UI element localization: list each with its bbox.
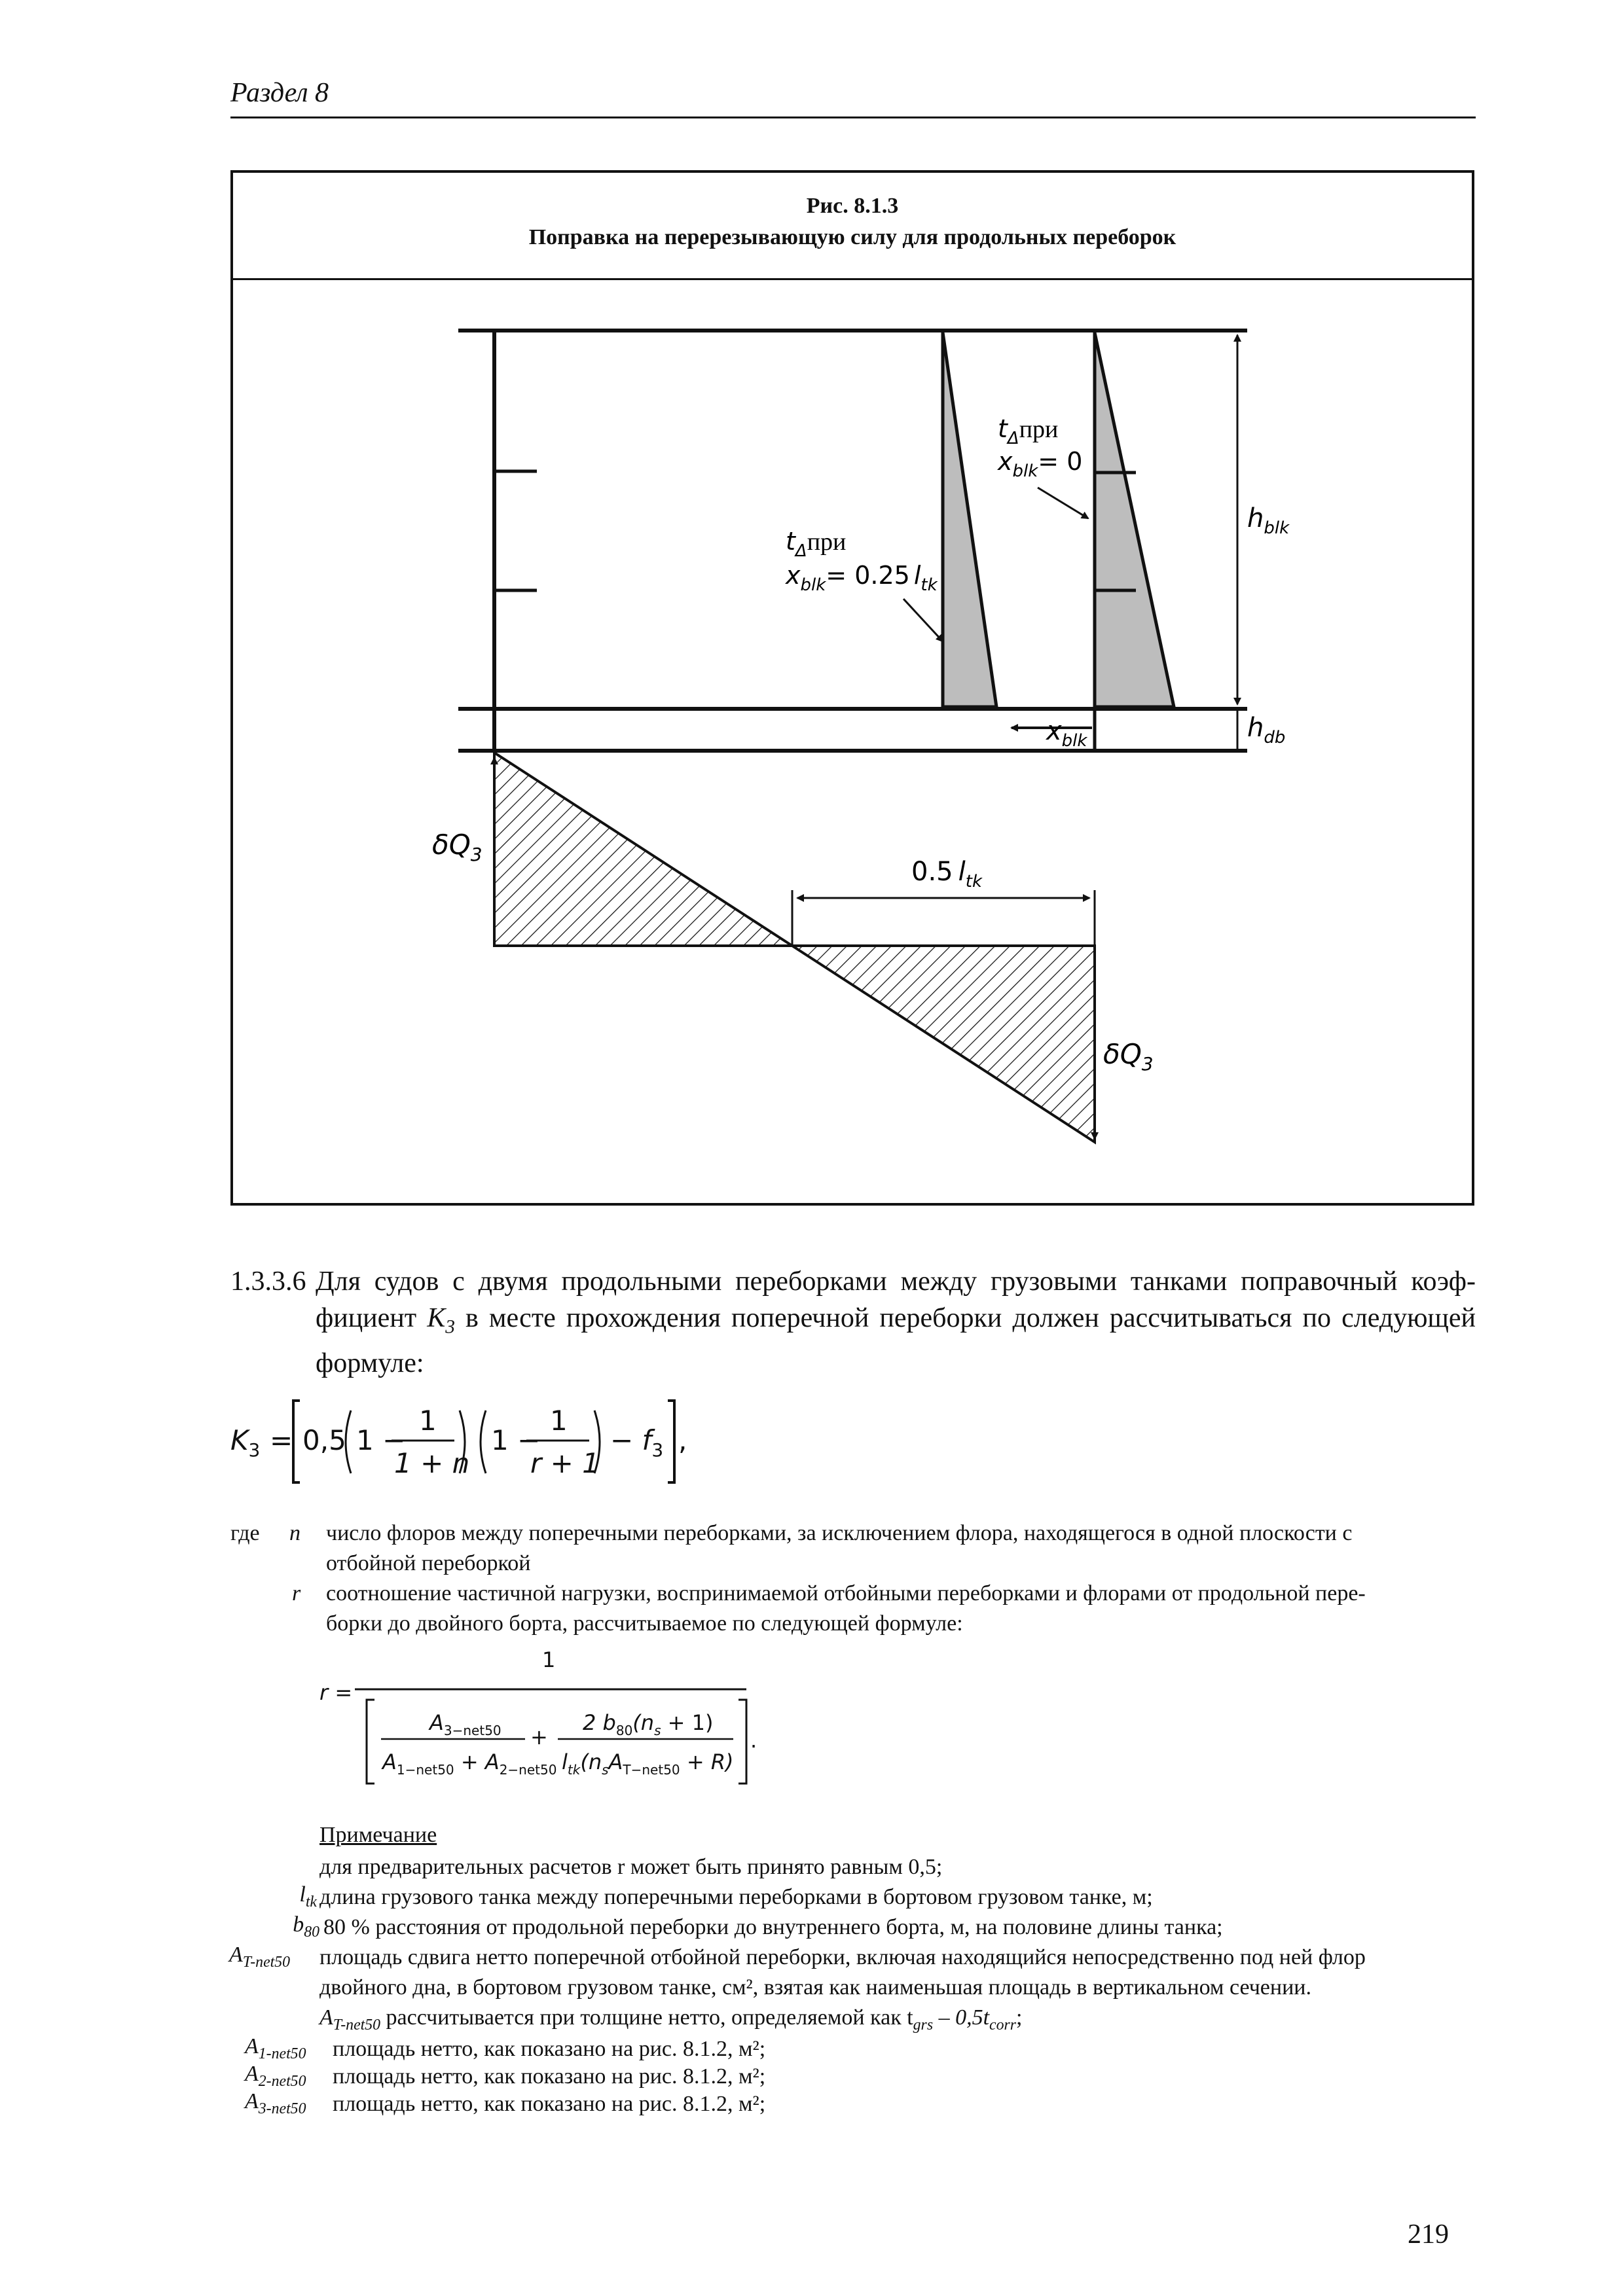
r-definition: соотношение частичной нагрузки, воспринимаемой отбойными переборками и флорами от продольной пере- (326, 1581, 1366, 1605)
svg-text:2 b80(ns + 1): 2 $b_{80}(n_s + 1)$ (583, 1710, 714, 1738)
half-ltk-label: 0.5 (911, 857, 953, 887)
svg-text:1: 1 (419, 1405, 437, 1437)
svg-text:K3: $K_3$ (230, 1424, 261, 1461)
svg-text:r + 1: r + 1 (530, 1447, 600, 1479)
figure-title: Поправка на перерезывающую силу для продольных переборок (528, 225, 1176, 249)
svg-text:1 −: 1 − (356, 1424, 406, 1456)
svg-text:,: , (678, 1424, 687, 1456)
h-db-label: h (1247, 713, 1264, 743)
svg-text:0.5ltk: 0.5 $l_{tk}$ (911, 857, 983, 891)
svg-text:δQ3: $\delta Q_3$ (432, 829, 483, 865)
svg-text:1 + n: 1 + n (394, 1447, 470, 1479)
x-blk-label: x (786, 561, 801, 590)
a1-definition: площадь нетто, как показано на рис. 8.1.2, м²; (333, 2037, 766, 2061)
svg-text:ltk(nsAT−net50 + R): $l_{tk}(n_sA_{T-net50} + R)$ (562, 1749, 734, 1778)
note-line: для предварительных расчетов r может быть принято равным 0,5; (319, 1855, 943, 1879)
a2-symbol: $A_{2-net50}$ (245, 2062, 306, 2090)
ltk-symbol: $l_{tk}$ (299, 1882, 317, 1910)
svg-text:xblk: $x_{blk}$ (1046, 716, 1087, 751)
svg-text:1 −: 1 − (491, 1424, 541, 1456)
paragraph-number: 1.3.3.6 (230, 1266, 306, 1297)
svg-text:0,5: 0,5 (302, 1424, 346, 1456)
a2-definition: площадь нетто, как показано на рис. 8.1.2, м²; (333, 2064, 766, 2089)
svg-text:r =: r = (319, 1680, 353, 1705)
svg-text:hdb: $h_{db}$ (1247, 713, 1286, 747)
svg-text:tΔпри: $t_\Delta при$ (998, 414, 1059, 448)
n-definition-cont: отбойной переборкой (326, 1551, 531, 1575)
svg-text:− f3: − $f_3$ (610, 1424, 664, 1461)
section-title: Раздел 8 (230, 78, 329, 108)
formula-k3 (223, 1391, 759, 1496)
x-blk-label: x (998, 447, 1013, 476)
paragraph-line: фициент $K_3$ в месте прохождения поперечной переборки должен рассчитываться по следующей (316, 1303, 1476, 1338)
delta-q-label: δQ (432, 829, 471, 861)
n-definition: число флоров между поперечными переборками, за исключением флора, находящегося в одной плоскости с (326, 1521, 1353, 1545)
figure-number: Рис. 8.1.3 (806, 194, 899, 218)
svg-text:1: 1 (550, 1405, 568, 1437)
note-body (223, 1852, 1476, 2117)
paragraph-line: Для судов с двумя продольными переборками между грузовыми танками поправочный коэф- (316, 1266, 1476, 1297)
svg-text:δQ3: $\delta Q_3$ (1103, 1038, 1154, 1075)
a3-symbol: $A_{3-net50}$ (245, 2089, 306, 2117)
a3-definition: площадь нетто, как показано на рис. 8.1.2, м²; (333, 2092, 766, 2116)
svg-text:+: + (530, 1725, 548, 1749)
callout-arrow (903, 599, 943, 641)
at-symbol: $A_{T-net50}$ (229, 1943, 291, 1971)
note-title: Примечание (319, 1823, 437, 1847)
thickness-triangle-025 (943, 332, 996, 707)
b80-definition: 80 % расстояния от продольной переборки до внутреннего борта, м, на половине длины танка; (323, 1915, 1223, 1939)
svg-text:xblk= 0.25ltk: $x_{blk}= 0.25$ $l_{tk}$ (786, 561, 938, 595)
where-label: где (230, 1521, 260, 1545)
paragraph-line: формуле: (316, 1348, 424, 1379)
svg-text:xblk= 0: $x_{blk}= 0$ (998, 447, 1083, 481)
x-blk-arrow-label: x (1046, 716, 1062, 746)
svg-text:A1−net50 + A2−net50: $A_{1-net50} + A_{2-net50}$ (382, 1749, 557, 1778)
at-definition-cont: двойного дна, в бортовом грузовом танке, см², взятая как наименьшая площадь в вертикальном сечении. (319, 1975, 1311, 2000)
svg-text:=: = (270, 1424, 293, 1456)
r-symbol: r (292, 1581, 301, 1605)
page-number: 219 (1408, 2219, 1449, 2250)
definitions (230, 1518, 1476, 1639)
a1-symbol: $A_{1-net50}$ (245, 2034, 306, 2062)
paragraph-1-3-3-6 (230, 1263, 1476, 1382)
t-delta-label: t (998, 414, 1008, 443)
svg-text:1: 1 (542, 1647, 556, 1672)
at-definition: площадь сдвига нетто поперечной отбойной переборки, включая находящийся непосредственно под ней флор (319, 1945, 1366, 1969)
formula-r (314, 1640, 786, 1797)
r-definition-cont: борки до двойного борта, рассчитываемое по следующей формуле: (326, 1611, 963, 1636)
ltk-definition: длина грузового танка между поперечными переборками в бортовом грузовом танке, м; (319, 1885, 1153, 1909)
delta-q-label: δQ (1103, 1038, 1142, 1070)
shear-negative-area (792, 946, 1095, 1142)
n-symbol: n (289, 1521, 301, 1545)
thickness-triangle-0 (1095, 332, 1174, 707)
h-blk-label: h (1247, 503, 1264, 533)
at-definition-cont: $A_{T-net50}$ рассчитывается при толщине нетто, определяемой как $t_{grs} - 0,5t_{corr}$; (319, 2005, 1023, 2034)
svg-text:A3−net50: $A_{3-net50}$ (429, 1710, 501, 1738)
t-delta-label: t (786, 527, 795, 556)
shear-positive-area (494, 753, 792, 946)
svg-text:hblk: $h_{blk}$ (1247, 503, 1290, 538)
svg-text:tΔпри: $t_\Delta при$ (786, 527, 847, 561)
svg-text:.: . (750, 1728, 757, 1753)
callout-arrow (1038, 488, 1088, 518)
b80-symbol: $b_{80}$ (293, 1912, 319, 1941)
